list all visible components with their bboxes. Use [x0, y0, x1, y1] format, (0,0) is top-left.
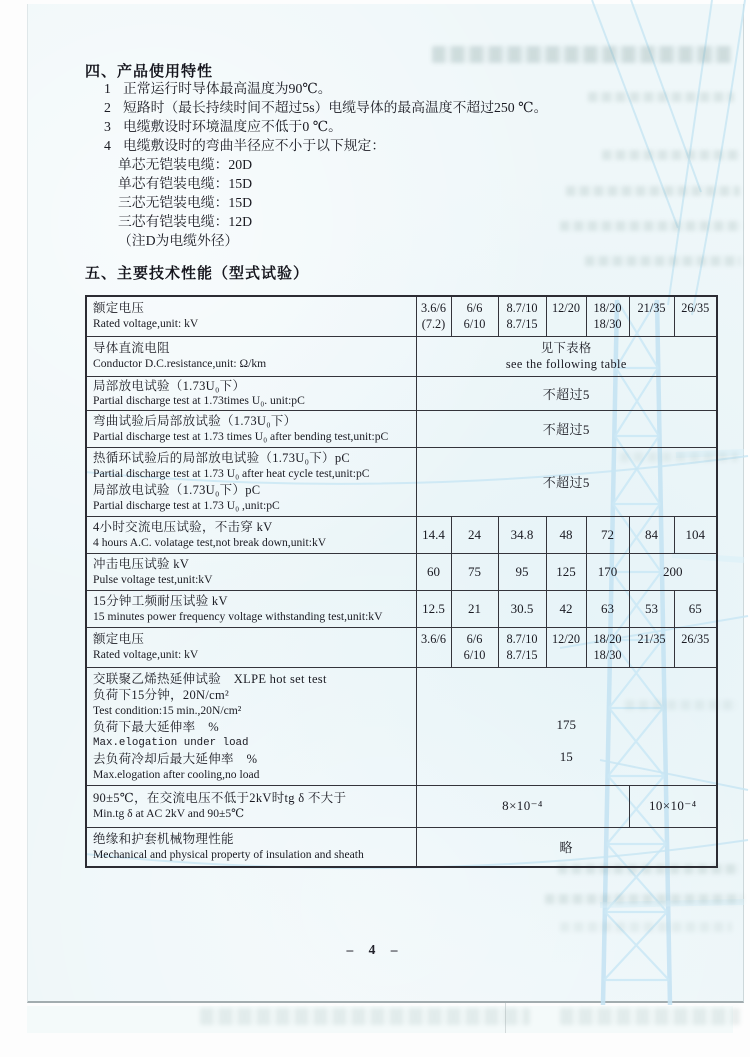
- value-cell: [416, 667, 717, 785]
- bend-radius-item: 单芯有铠装电缆：15D: [118, 176, 253, 191]
- table-row-tg-delta: [86, 785, 717, 827]
- value-cell: 48: [546, 516, 586, 553]
- voltage-cell: 3.6/6 (7.2): [416, 296, 451, 336]
- value-cell: 见下表格 see the following table: [416, 336, 717, 376]
- max-elongation-after-cooling-value: 15: [559, 748, 573, 764]
- value-cell: 60: [416, 553, 451, 590]
- value-cell: 84: [629, 516, 674, 553]
- value-cell: 104: [674, 516, 717, 553]
- table-row-dc-resistance: [86, 336, 717, 376]
- table-row-rated-voltage-bottom: [86, 627, 717, 667]
- value-cell: 略: [416, 827, 717, 867]
- table-row-pulse-voltage: [86, 553, 717, 590]
- voltage-cell: 21/35: [629, 627, 674, 667]
- table-row-rated-voltage-top: [86, 296, 717, 336]
- voltage-cell: 8.7/10 8.7/15: [498, 627, 546, 667]
- value-cell: 125: [546, 553, 586, 590]
- table-row-hot-set-test: [86, 667, 717, 785]
- value-cell: 170: [586, 553, 629, 590]
- value-cell: 42: [546, 590, 586, 627]
- bend-radius-item: 单芯无铠装电缆：20D: [118, 157, 253, 172]
- value-cell: 63: [586, 590, 629, 627]
- list-item: 4 电缆敷设时的弯曲半径应不小于以下规定：: [104, 138, 386, 153]
- voltage-cell: 12/20: [546, 296, 586, 336]
- value-cell-merged: 200: [629, 553, 717, 590]
- row-label: 热循环试验后的局部放电试验（1.73U₀下）pC Partial discharge test at 1.73 U₀ after heat cycle test,unit:pC 局部放电试验（1.73U₀下）pC Partial discharge test at 1.73 U₀ ,unit:pC: [86, 447, 416, 516]
- row-label: 局部放电试验（1.73U₀下） Partial discharge test at 1.73times U₀. unit:pC: [86, 376, 416, 410]
- row-label: 绝缘和护套机械物理性能 Mechanical and physical property of insulation and sheath: [86, 827, 416, 867]
- section-heading-performance: 五、主要技术性能（型式试验）: [85, 265, 310, 282]
- voltage-cell: 3.6/6: [416, 627, 451, 667]
- table-row-pd-test: [86, 376, 717, 410]
- voltage-cell: 21/35: [629, 296, 674, 336]
- voltage-cell: 6/6 6/10: [451, 296, 498, 336]
- row-label: 额定电压 Rated voltage,unit: kV: [86, 627, 416, 667]
- value-cell: 34.8: [498, 516, 546, 553]
- value-cell: 21: [451, 590, 498, 627]
- row-label: 冲击电压试验 kV Pulse voltage test,unit:kV: [86, 553, 416, 590]
- value-cell: 75: [451, 553, 498, 590]
- value-cell: 30.5: [498, 590, 546, 627]
- value-cell: 10×10⁻⁴: [629, 785, 717, 827]
- table-row-pd-after-bending: [86, 410, 717, 447]
- voltage-cell: 12/20: [546, 627, 586, 667]
- voltage-cell: 6/6 6/10: [451, 627, 498, 667]
- value-cell: 不超过5: [416, 376, 717, 410]
- type-test-table: [85, 295, 718, 868]
- voltage-cell: 8.7/10 8.7/15: [498, 296, 546, 336]
- voltage-cell: 26/35: [674, 627, 717, 667]
- value-cell: 95: [498, 553, 546, 590]
- row-label: 4小时交流电压试验，不击穿 kV 4 hours A.C. volatage test,not break down,unit:kV: [86, 516, 416, 553]
- value-cell: 65: [674, 590, 717, 627]
- value-cell: 53: [629, 590, 674, 627]
- table-row-pd-after-heat-cycle: [86, 447, 717, 516]
- list-item: 3 电缆敷设时环境温度应不低于0 ℃。: [104, 119, 342, 134]
- value-cell: 14.4: [416, 516, 451, 553]
- table-row-mechanical-property: [86, 827, 717, 867]
- value-cell: 8×10⁻⁴: [416, 785, 629, 827]
- list-item: 2 短路时（最长持续时间不超过5s）电缆导体的最高温度不超过250 ℃。: [104, 100, 548, 115]
- page-number: – 4 –: [346, 942, 404, 957]
- value-cell: 24: [451, 516, 498, 553]
- row-label: 90±5℃，在交流电压不低于2kV时tg δ 不大于 Min.tg δ at AC 2kV and 90±5℃: [86, 785, 416, 827]
- voltage-cell: 18/20 18/30: [586, 296, 629, 336]
- table-row-ac-4h: [86, 516, 717, 553]
- value-cell: 72: [586, 516, 629, 553]
- voltage-cell: 26/35: [674, 296, 717, 336]
- max-elongation-under-load-value: 175: [556, 716, 576, 732]
- row-label: 交联聚乙烯热延伸试验 XLPE hot set test 负荷下15分钟，20N/cm² Test condition:15 min.,20N/cm² 负荷下最大延伸率 % Max.elogation under load 去负荷冷却后最大延伸率 % Max.elogation after cooling,no load: [86, 667, 416, 785]
- row-label: 15分钟工频耐压试验 kV 15 minutes power frequency voltage withstanding test,unit:kV: [86, 590, 416, 627]
- product-use-list: [104, 79, 547, 250]
- row-label: 额定电压 Rated voltage,unit: kV: [86, 296, 416, 336]
- section-heading-product-use: 四、产品使用特性: [85, 63, 214, 80]
- bend-radius-item: 三芯有铠装电缆：12D: [118, 214, 253, 229]
- bend-radius-item: 三芯无铠装电缆：15D: [118, 195, 253, 210]
- voltage-cell: 18/20 18/30: [586, 627, 629, 667]
- value-cell: 12.5: [416, 590, 451, 627]
- list-item: 1 正常运行时导体最高温度为90℃。: [104, 81, 332, 96]
- value-cell: 不超过5: [416, 447, 717, 516]
- bend-radius-note: （注D为电缆外径）: [118, 233, 239, 248]
- value-cell: 不超过5: [416, 410, 717, 447]
- row-label: 导体直流电阻 Conductor D.C.resistance,unit: Ω/km: [86, 336, 416, 376]
- table-row-power-frequency: [86, 590, 717, 627]
- row-label: 弯曲试验后局部放试验（1.73U₀下） Partial discharge test at 1.73 times U₀ after bending test,unit:pC: [86, 410, 416, 447]
